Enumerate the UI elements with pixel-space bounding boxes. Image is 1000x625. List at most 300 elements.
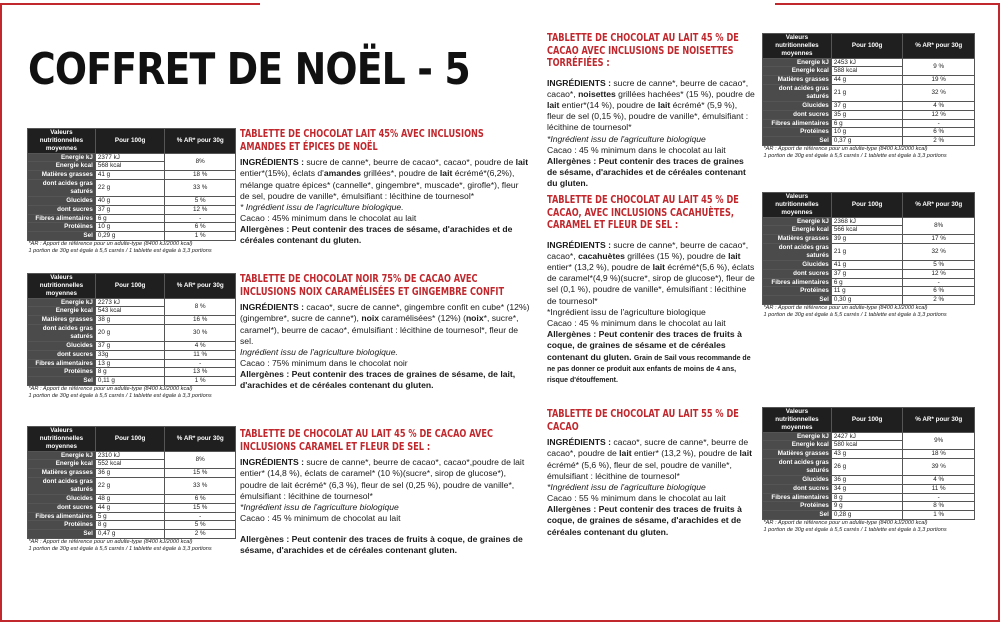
- table-footnote: [28, 386, 236, 400]
- ar-note: *AR : Apport de référence pour un adulte-type (8400 kJ/2000 kcal): [763, 146, 928, 153]
- allergen-word: noisettes: [578, 88, 616, 99]
- table-row: [763, 432, 975, 441]
- table-row: [28, 171, 236, 180]
- nutrient-value: 8 g: [95, 368, 165, 377]
- nutrient-ar: -: [165, 359, 236, 368]
- nutrient-label: dont acides gras saturés: [28, 325, 96, 342]
- nutrient-value: 8 g: [831, 493, 903, 502]
- table-row: [763, 502, 975, 511]
- nutrient-ar: 8 %: [165, 298, 236, 316]
- table-row: [28, 451, 236, 460]
- nutrient-label: Protéines: [763, 502, 832, 511]
- nutrition-table-3: [27, 426, 236, 553]
- nutrient-ar: 4 %: [903, 101, 975, 110]
- product-block-5: [547, 194, 755, 385]
- nutrient-label: Energie kcal: [28, 307, 96, 316]
- nutrient-label: Protéines: [763, 128, 832, 137]
- nutrient-label: dont sucres: [28, 205, 96, 214]
- portion-note: 1 portion de 30g est égale à 5,5 carrés / 1 tablette est égale à 3,3 portions: [28, 393, 212, 400]
- table-header-row: [763, 408, 975, 433]
- allergens-text: Peut contenir des traces de graines de sésame, d'arachides et de céréales contenant du gluten.: [547, 155, 746, 189]
- nutrient-ar: 5 %: [165, 521, 236, 530]
- nutrient-value: 21 g: [831, 244, 903, 261]
- nutrient-value: 41 g: [95, 171, 165, 180]
- nutrient-ar: 9%: [903, 432, 975, 450]
- nutrient-label: Matières grasses: [28, 316, 96, 325]
- table-row: [763, 278, 975, 287]
- ingredients-text: écrémé* (5,9 %), fleur de sel (0,15 %), poudre de vanille*, émulsifiant : lécithine de tournesol*: [547, 100, 749, 133]
- nutrient-ar: 1 %: [903, 511, 975, 520]
- nutrition-table-5: [762, 192, 975, 319]
- nutrient-value: 38 g: [95, 316, 165, 325]
- ingredients-text: *, sucre*, caramel*), beurre de cacao*, émulsifiant : lécithine de tournesol*, fleur de sel.: [240, 313, 519, 346]
- nutrient-ar: 4 %: [165, 341, 236, 350]
- nutrient-value: 0,28 g: [831, 511, 903, 520]
- table-row: [28, 478, 236, 495]
- header-nutrients: Valeurs nutritionnelles moyennes: [763, 34, 832, 59]
- nutrient-label: Energie kcal: [763, 67, 832, 76]
- table-row: [28, 368, 236, 377]
- nutrient-label: Fibres alimentaires: [763, 119, 832, 128]
- nutrient-value: 0,11 g: [95, 377, 165, 386]
- allergen-word: lait: [515, 157, 529, 168]
- nutrient-label: dont sucres: [28, 350, 96, 359]
- nutrient-label: dont acides gras saturés: [763, 459, 832, 476]
- ingredients-text: cacao*, sucre de canne*, beurre de cacao*, poudre de: [547, 437, 749, 459]
- nutrient-label: Protéines: [28, 223, 96, 232]
- nutrient-value: 35 g: [831, 110, 903, 119]
- product-block-6: [547, 408, 755, 538]
- table-footnote: [763, 305, 975, 319]
- nutrient-label: Glucides: [763, 260, 832, 269]
- nutrient-label: Glucides: [28, 341, 96, 350]
- nutrient-label: Sel: [28, 377, 96, 386]
- portion-note: 1 portion de 30g est égale à 5,5 carrés / 1 tablette est égale à 3,3 portions: [28, 248, 212, 255]
- nutrient-value: 0,29 g: [95, 232, 165, 241]
- table-row: [28, 316, 236, 325]
- table-row: [763, 58, 975, 67]
- nutrition-table-2: [27, 273, 236, 400]
- nutrient-label: Sel: [28, 232, 96, 241]
- nutrient-label: Energie kcal: [763, 441, 832, 450]
- table-row: [763, 493, 975, 502]
- table-header-row: [28, 274, 236, 299]
- product-title: TABLETTE DE CHOCOLAT AU LAIT 45 % DE CACAO, AVEC INCLUSIONS CACAHUÈTES, CARAMEL ET FLEUR DE SEL :: [547, 194, 739, 232]
- table-row: [763, 128, 975, 137]
- nutrient-ar: 5 %: [903, 260, 975, 269]
- table-row: [28, 153, 236, 162]
- nutrient-value: 37 g: [831, 101, 903, 110]
- nutrient-label: Energie kcal: [28, 460, 96, 469]
- table-row: [28, 469, 236, 478]
- nutrient-value: 580 kcal: [831, 441, 903, 450]
- nutrient-value: 543 kcal: [95, 307, 165, 316]
- table-header-row: [763, 34, 975, 59]
- organic-note: *Ingrédient issu de l'agriculture biologique: [547, 481, 706, 492]
- header-nutrients: Valeurs nutritionnelles moyennes: [763, 193, 832, 218]
- header-nutrients: Valeurs nutritionnelles moyennes: [28, 427, 96, 452]
- table-row: [763, 101, 975, 110]
- table-row: [28, 223, 236, 232]
- nutrient-value: 588 kcal: [831, 67, 903, 76]
- ingredients-label: INGRÉDIENTS :: [240, 157, 304, 168]
- nutrient-value: 36 g: [831, 475, 903, 484]
- cacao-content: Cacao : 45 % minimum dans le chocolat au lait: [547, 317, 726, 328]
- table-header-row: [28, 427, 236, 452]
- allergen-word: lait: [728, 250, 741, 261]
- header-per-100g: Pour 100g: [95, 274, 165, 299]
- portion-note: 1 portion de 30g est égale à 5,5 carrés / 1 tablette est égale à 3,3 portions: [763, 312, 947, 319]
- nutrition-table-4: [762, 33, 975, 160]
- organic-note: *Ingrédient issu de l'agriculture biologique: [547, 306, 706, 317]
- allergens-text: Peut contenir des traces de fruits à coque, de graines de sésame et de céréales contenant du gluten.: [547, 329, 742, 362]
- nutrient-value: 37 g: [95, 341, 165, 350]
- ingredients-text: entier*(14 %), poudre de: [559, 100, 658, 111]
- table-row: [763, 459, 975, 476]
- table-row: [763, 484, 975, 493]
- ar-note: *AR : Apport de référence pour un adulte-type (8400 kJ/2000 kcal): [763, 520, 928, 527]
- nutrient-label: Energie kJ: [763, 58, 832, 67]
- table-row: [28, 494, 236, 503]
- nutrient-label: Glucides: [28, 196, 96, 205]
- table-footnote: [28, 539, 236, 553]
- table-row: [28, 232, 236, 241]
- allergens-text: Peut contenir des traces de fruits à coque, de graines de sésame, d'arachides et de céréales contenant du gluten.: [547, 504, 742, 537]
- nutrient-ar: 18 %: [165, 171, 236, 180]
- ingredients-label: INGRÉDIENTS :: [240, 457, 304, 468]
- cacao-content: Cacao : 75% minimum dans le chocolat noir: [240, 358, 408, 369]
- frame-left: [0, 3, 2, 622]
- nutrient-ar: 1 %: [165, 232, 236, 241]
- nutrition-table-6: [762, 407, 975, 534]
- table-row: [28, 298, 236, 307]
- nutrient-label: Energie kcal: [28, 162, 96, 171]
- nutrient-label: Sel: [28, 530, 96, 539]
- nutrition-table-1: [27, 128, 236, 255]
- nutrient-ar: 30 %: [165, 325, 236, 342]
- nutrient-value: 11 g: [831, 287, 903, 296]
- table-row: [28, 512, 236, 521]
- ar-note: *AR : Apport de référence pour un adulte-type (8400 kJ/2000 kcal): [28, 539, 193, 546]
- ingredients-text: entier* (13,2 %), poudre de: [631, 448, 740, 459]
- nutrient-ar: 8 %: [903, 502, 975, 511]
- table-footnote: [763, 520, 975, 534]
- portion-note: 1 portion de 30g est égale à 5,5 carrés / 1 tablette est égale à 3,3 portions: [763, 527, 947, 534]
- nutrient-ar: 2 %: [165, 530, 236, 539]
- nutrient-label: dont sucres: [763, 269, 832, 278]
- nutrient-value: 21 g: [831, 85, 903, 102]
- allergens-text: Peut contenir des traces de fruits à coque, de graines de sésame, d'arachides et de céréales contenant gluten.: [240, 534, 523, 556]
- nutrient-ar: -: [903, 278, 975, 287]
- nutrient-ar: 17 %: [903, 235, 975, 244]
- allergen-word: lait: [619, 448, 632, 459]
- header-per-100g: Pour 100g: [95, 129, 165, 154]
- allergens-label: Allergènes :: [547, 504, 597, 515]
- nutrient-label: Matières grasses: [763, 235, 832, 244]
- ingredients-text: sucre de canne*, beurre de cacao*, cacao*,: [547, 77, 749, 99]
- ingredients-text: écrémé* (5,6 %), fleur de sel, poudre de vanille*, émulsifiant : lécithine de tournesol*: [547, 459, 732, 481]
- nutrient-label: Matières grasses: [28, 171, 96, 180]
- cacao-content: Cacao : 45 % minimum dans le chocolat au lait: [547, 144, 726, 155]
- nutrient-ar: 4 %: [903, 475, 975, 484]
- table-row: [28, 214, 236, 223]
- product-title: TABLETTE DE CHOCOLAT AU LAIT 45 % DE CACAO AVEC INCLUSIONS DE NOISETTES TORRÉFIÉES :: [547, 32, 739, 70]
- nutrient-ar: 39 %: [903, 459, 975, 476]
- nutrient-value: 36 g: [95, 469, 165, 478]
- nutrient-value: 48 g: [95, 494, 165, 503]
- allergens-text: Peut contenir des traces de sésame, d'arachides et de céréales contenant du gluten.: [240, 224, 513, 246]
- nutrient-ar: 11 %: [165, 350, 236, 359]
- ingredients-text: caramélisées* (12%) (: [379, 313, 466, 324]
- nutrient-value: 40 g: [95, 196, 165, 205]
- allergen-word: noix: [361, 313, 380, 324]
- organic-note: * Ingrédient issu de l'agriculture biologique.: [240, 201, 404, 212]
- nutrient-value: 5 g: [95, 512, 165, 521]
- product-title: TABLETTE DE CHOCOLAT AU LAIT 55 % DE CACAO: [547, 408, 739, 433]
- nutrient-value: 22 g: [95, 478, 165, 495]
- nutrient-value: 2273 kJ: [95, 298, 165, 307]
- product-block-2: [240, 273, 530, 392]
- allergens-label: Allergènes :: [240, 369, 290, 380]
- nutrient-ar: 15 %: [165, 469, 236, 478]
- nutrient-label: Fibres alimentaires: [28, 214, 96, 223]
- nutrient-label: Protéines: [763, 287, 832, 296]
- nutrient-label: Fibres alimentaires: [28, 512, 96, 521]
- nutrient-value: 26 g: [831, 459, 903, 476]
- table-row: [763, 76, 975, 85]
- nutrient-value: 33g: [95, 350, 165, 359]
- nutrient-ar: 15 %: [165, 503, 236, 512]
- nutrient-value: 0,37 g: [831, 137, 903, 146]
- table-row: [28, 341, 236, 350]
- ingredients-text: écrémé*(6,2%), mélange quatre épices* (cannelle*, gingembre*, muscade*, girofle*), fleur de sel, poudre de vanille*, émulsifiant : lécithine de tournesol*: [240, 168, 519, 201]
- nutrient-ar: 6 %: [903, 128, 975, 137]
- nutrient-label: Protéines: [28, 368, 96, 377]
- nutrient-value: 6 g: [831, 278, 903, 287]
- header-ar: % AR* pour 30g: [903, 193, 975, 218]
- nutrient-ar: 33 %: [165, 180, 236, 197]
- ingredients-text: entier* (13,2 %), poudre de: [547, 262, 653, 273]
- organic-note: *Ingrédient issu de l'agriculture biologique: [240, 501, 399, 512]
- nutrient-label: dont acides gras saturés: [28, 478, 96, 495]
- header-per-100g: Pour 100g: [831, 193, 903, 218]
- table-row: [763, 119, 975, 128]
- ingredients-label: INGRÉDIENTS :: [547, 239, 611, 250]
- header-ar: % AR* pour 30g: [165, 274, 236, 299]
- table-row: [28, 205, 236, 214]
- nutrient-ar: 32 %: [903, 244, 975, 261]
- nutrient-label: dont sucres: [763, 110, 832, 119]
- nutrient-label: Sel: [763, 296, 832, 305]
- nutrient-label: dont sucres: [28, 503, 96, 512]
- allergen-word: lait: [739, 448, 752, 459]
- nutrient-label: dont acides gras saturés: [763, 244, 832, 261]
- table-header-row: [28, 129, 236, 154]
- nutrient-label: Sel: [763, 137, 832, 146]
- ingredients-label: INGRÉDIENTS :: [240, 302, 304, 313]
- table-row: [28, 503, 236, 512]
- table-row: [763, 475, 975, 484]
- nutrient-ar: 6 %: [165, 494, 236, 503]
- ar-note: *AR : Apport de référence pour un adulte-type (8400 kJ/2000 kcal): [763, 305, 928, 312]
- nutrient-ar: 33 %: [165, 478, 236, 495]
- nutrient-value: 6 g: [95, 214, 165, 223]
- nutrient-label: Energie kJ: [28, 153, 96, 162]
- nutrient-value: 44 g: [95, 503, 165, 512]
- nutrient-label: Energie kcal: [763, 226, 832, 235]
- frame-top-right: [775, 3, 1000, 5]
- nutrient-ar: 18 %: [903, 450, 975, 459]
- nutrient-ar: -: [165, 512, 236, 521]
- table-footnote: [763, 146, 975, 160]
- ar-note: *AR : Apport de référence pour un adulte-type (8400 kJ/2000 kcal): [28, 386, 193, 393]
- page-title: COFFRET DE NOËL - 5: [28, 44, 470, 95]
- table-row: [763, 235, 975, 244]
- ar-note: *AR : Apport de référence pour un adulte-type (8400 kJ/2000 kcal): [28, 241, 193, 248]
- nutrient-value: 2368 kJ: [831, 217, 903, 226]
- nutrient-ar: 19 %: [903, 76, 975, 85]
- nutrient-value: 22 g: [95, 180, 165, 197]
- table-row: [763, 260, 975, 269]
- portion-note: 1 portion de 30g est égale à 5,5 carrés / 1 tablette est égale à 3,3 portions: [28, 546, 212, 553]
- nutrient-ar: 12 %: [903, 110, 975, 119]
- allergen-word: lait: [652, 262, 665, 273]
- table-row: [28, 350, 236, 359]
- table-row: [763, 511, 975, 520]
- nutrient-ar: 32 %: [903, 85, 975, 102]
- nutrient-value: 10 g: [831, 128, 903, 137]
- nutrient-label: Energie kJ: [763, 432, 832, 441]
- header-ar: % AR* pour 30g: [165, 129, 236, 154]
- allergen-word: lait: [547, 100, 560, 111]
- cacao-content: Cacao : 45% minimum dans le chocolat au lait: [240, 213, 417, 224]
- ingredients-text: grillées hachées* (15 %), poudre de: [615, 88, 755, 99]
- table-row: [28, 359, 236, 368]
- nutrient-ar: -: [903, 493, 975, 502]
- allergens-label: Allergènes :: [547, 155, 597, 166]
- nutrient-value: 43 g: [831, 450, 903, 459]
- ingredients-text: sucre de canne*, beurre de cacao*, cacao*,poudre de lait entier* (14,8 %), éclats de caramel* (10 %)(sucre*, sirop de glucose*), poudre de lait écrémé* (6,3 %), fleur de sel (0,25 %), poudre de vanille*, émulsifiant : lécithine de tournesol*: [240, 457, 525, 501]
- header-per-100g: Pour 100g: [95, 427, 165, 452]
- nutrient-value: 44 g: [831, 76, 903, 85]
- allergen-word: noix: [465, 313, 484, 324]
- nutrient-ar: 11 %: [903, 484, 975, 493]
- nutrient-value: 39 g: [831, 235, 903, 244]
- nutrient-label: Energie kJ: [28, 298, 96, 307]
- nutrient-value: 568 kcal: [95, 162, 165, 171]
- nutrient-label: Energie kJ: [28, 451, 96, 460]
- ingredients-text: écrémé*(5,6 %), éclats de caramel*(4,9 %)(sucre*, sirop de glucose*), fleur de sel (0,1 %), poudre de vanille*, émulsifiant : lécithine de tournesol*: [547, 262, 755, 306]
- nutrient-value: 0,30 g: [831, 296, 903, 305]
- header-ar: % AR* pour 30g: [903, 408, 975, 433]
- table-footnote: [28, 241, 236, 255]
- nutrient-value: 10 g: [95, 223, 165, 232]
- nutrient-label: Glucides: [763, 475, 832, 484]
- cacao-content: Cacao : 55 % minimum dans le chocolat au lait: [547, 493, 726, 504]
- product-title: TABLETTE DE CHOCOLAT AU LAIT 45 % DE CACAO AVEC INCLUSIONS CARAMEL ET FLEUR DE SEL :: [240, 428, 493, 453]
- product-title: TABLETTE DE CHOCOLAT NOIR 75% DE CACAO AVEC INCLUSIONS NOIX CARAMÉLISÉES ET GINGEMBRE CONFIT: [240, 273, 505, 298]
- nutrient-value: 2310 kJ: [95, 451, 165, 460]
- nutrient-label: Glucides: [28, 494, 96, 503]
- table-row: [28, 196, 236, 205]
- nutrient-ar: 12 %: [165, 205, 236, 214]
- nutrient-value: 2453 kJ: [831, 58, 903, 67]
- header-ar: % AR* pour 30g: [165, 427, 236, 452]
- organic-note: *Ingrédient issu de l'agriculture biologique: [547, 133, 706, 144]
- ingredients-text: grillées*, poudre de: [361, 168, 440, 179]
- allergen-word: amandes: [323, 168, 362, 179]
- ingredients-text: cacao*, sucre de canne*, gingembre confit en cube* (12%) (gingembre*, sucre de canne*),: [240, 302, 530, 324]
- allergens-label: Allergènes :: [240, 224, 290, 235]
- ingredients-text: grillées (15 %), poudre de: [624, 250, 729, 261]
- nutrient-label: dont acides gras saturés: [28, 180, 96, 197]
- nutrient-ar: -: [165, 214, 236, 223]
- nutrient-ar: 8%: [165, 451, 236, 469]
- nutrient-ar: 12 %: [903, 269, 975, 278]
- table-row: [763, 287, 975, 296]
- nutrient-value: 37 g: [831, 269, 903, 278]
- nutrient-value: 2377 kJ: [95, 153, 165, 162]
- table-row: [763, 217, 975, 226]
- nutrient-label: Matières grasses: [28, 469, 96, 478]
- nutrient-label: Fibres alimentaires: [28, 359, 96, 368]
- table-row: [763, 85, 975, 102]
- nutrient-value: 8 g: [95, 521, 165, 530]
- nutrient-ar: 9 %: [903, 58, 975, 76]
- product-block-1: [240, 128, 530, 247]
- nutrient-value: 13 g: [95, 359, 165, 368]
- portion-note: 1 portion de 30g est égale à 5,5 carrés / 1 tablette est égale à 3,3 portions: [763, 153, 947, 160]
- ingredients-label: INGRÉDIENTS :: [547, 437, 611, 448]
- table-row: [763, 269, 975, 278]
- nutrient-ar: 6 %: [165, 223, 236, 232]
- nutrient-value: 0,47 g: [95, 530, 165, 539]
- nutrient-ar: 13 %: [165, 368, 236, 377]
- nutrient-ar: 16 %: [165, 316, 236, 325]
- table-row: [763, 296, 975, 305]
- nutrient-value: 2427 kJ: [831, 432, 903, 441]
- nutrient-label: Protéines: [28, 521, 96, 530]
- nutrient-label: Energie kJ: [763, 217, 832, 226]
- header-per-100g: Pour 100g: [831, 34, 903, 59]
- nutrient-ar: -: [903, 119, 975, 128]
- nutrient-value: 552 kcal: [95, 460, 165, 469]
- allergen-word: lait: [439, 168, 453, 179]
- table-row: [28, 325, 236, 342]
- frame-top-left: [0, 3, 260, 5]
- nutrient-ar: 8%: [165, 153, 236, 171]
- table-row: [28, 530, 236, 539]
- nutrient-label: Matières grasses: [763, 76, 832, 85]
- header-nutrients: Valeurs nutritionnelles moyennes: [763, 408, 832, 433]
- ingredients-label: INGRÉDIENTS :: [547, 77, 611, 88]
- nutrient-value: 566 kcal: [831, 226, 903, 235]
- organic-note: Ingrédient issu de l'agriculture biologique.: [240, 346, 398, 357]
- table-row: [763, 244, 975, 261]
- nutrient-value: 37 g: [95, 205, 165, 214]
- nutrient-label: dont acides gras saturés: [763, 85, 832, 102]
- nutrient-ar: 8%: [903, 217, 975, 235]
- table-row: [763, 450, 975, 459]
- ingredients-text: sucre de canne*, beurre de cacao*, cacao*, poudre de: [303, 157, 516, 168]
- cacao-content: Cacao : 45 % minimum de chocolat au lait: [240, 513, 401, 524]
- allergen-word: lait: [657, 100, 671, 111]
- nutrient-value: 6 g: [831, 119, 903, 128]
- nutrient-value: 20 g: [95, 325, 165, 342]
- nutrient-ar: 2 %: [903, 137, 975, 146]
- ingredients-text: sucre de canne*, beurre de cacao*, cacao*,: [547, 239, 749, 261]
- nutrient-label: Matières grasses: [763, 450, 832, 459]
